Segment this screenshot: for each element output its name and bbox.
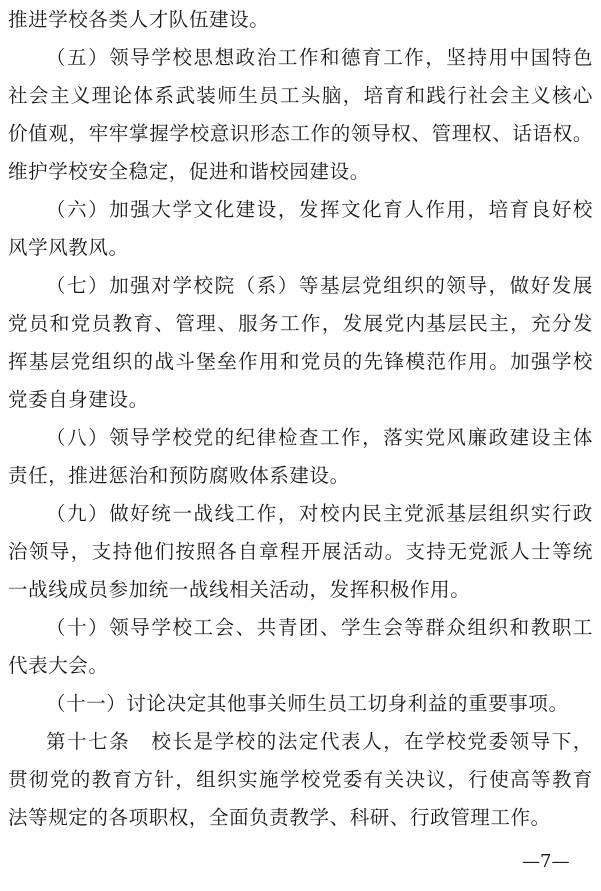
text-line: 风学风教风。 <box>8 236 129 259</box>
text-line: （八）领导学校党的纪律检查工作，落实党风廉政建设主体 <box>46 426 593 449</box>
text-line: （六）加强大学文化建设，发挥文化育人作用，培育良好校 <box>46 198 593 221</box>
text-line: 价值观，牢牢掌握学校意识形态工作的领导权、管理权、话语权。 <box>8 122 593 145</box>
text-line: 第十七条 校长是学校的法定代表人，在学校党委领导下， <box>46 730 593 753</box>
text-line: （九）做好统一战线工作，对校内民主党派基层组织实行政 <box>46 502 593 525</box>
text-line: 推进学校各类人才队伍建设。 <box>8 8 270 31</box>
text-line: 法等规定的各项职权，全面负责教学、科研、行政管理工作。 <box>8 806 551 829</box>
text-line: 治领导，支持他们按照各自章程开展活动。支持无党派人士等统 <box>8 540 593 563</box>
text-line: 维护学校安全稳定，促进和谐校园建设。 <box>8 160 370 183</box>
text-line: 挥基层党组织的战斗堡垒作用和党员的先锋模范作用。加强学校 <box>8 350 593 373</box>
text-line: 贯彻党的教育方针，组织实施学校党委有关决议，行使高等教育 <box>8 768 593 791</box>
text-line: 党员和党员教育、管理、服务工作，发展党内基层民主，充分发 <box>8 312 593 335</box>
text-line: （七）加强对学校院（系）等基层党组织的领导，做好发展 <box>46 274 593 297</box>
text-line: 责任，推进惩治和预防腐败体系建设。 <box>8 464 350 487</box>
text-line: 一战线成员参加统一战线相关活动，发挥积极作用。 <box>8 578 471 601</box>
page-number: —7— <box>522 851 570 872</box>
text-line: 代表大会。 <box>8 654 109 677</box>
text-line: （五）领导学校思想政治工作和德育工作，坚持用中国特色 <box>46 46 593 69</box>
text-line: （十一）讨论决定其他事关师生员工切身利益的重要事项。 <box>46 692 569 715</box>
text-line: 社会主义理论体系武装师生员工头脑，培育和践行社会主义核心 <box>8 84 593 107</box>
text-line: 党委自身建设。 <box>8 388 149 411</box>
text-line: （十）领导学校工会、共青团、学生会等群众组织和教职工 <box>46 616 593 639</box>
